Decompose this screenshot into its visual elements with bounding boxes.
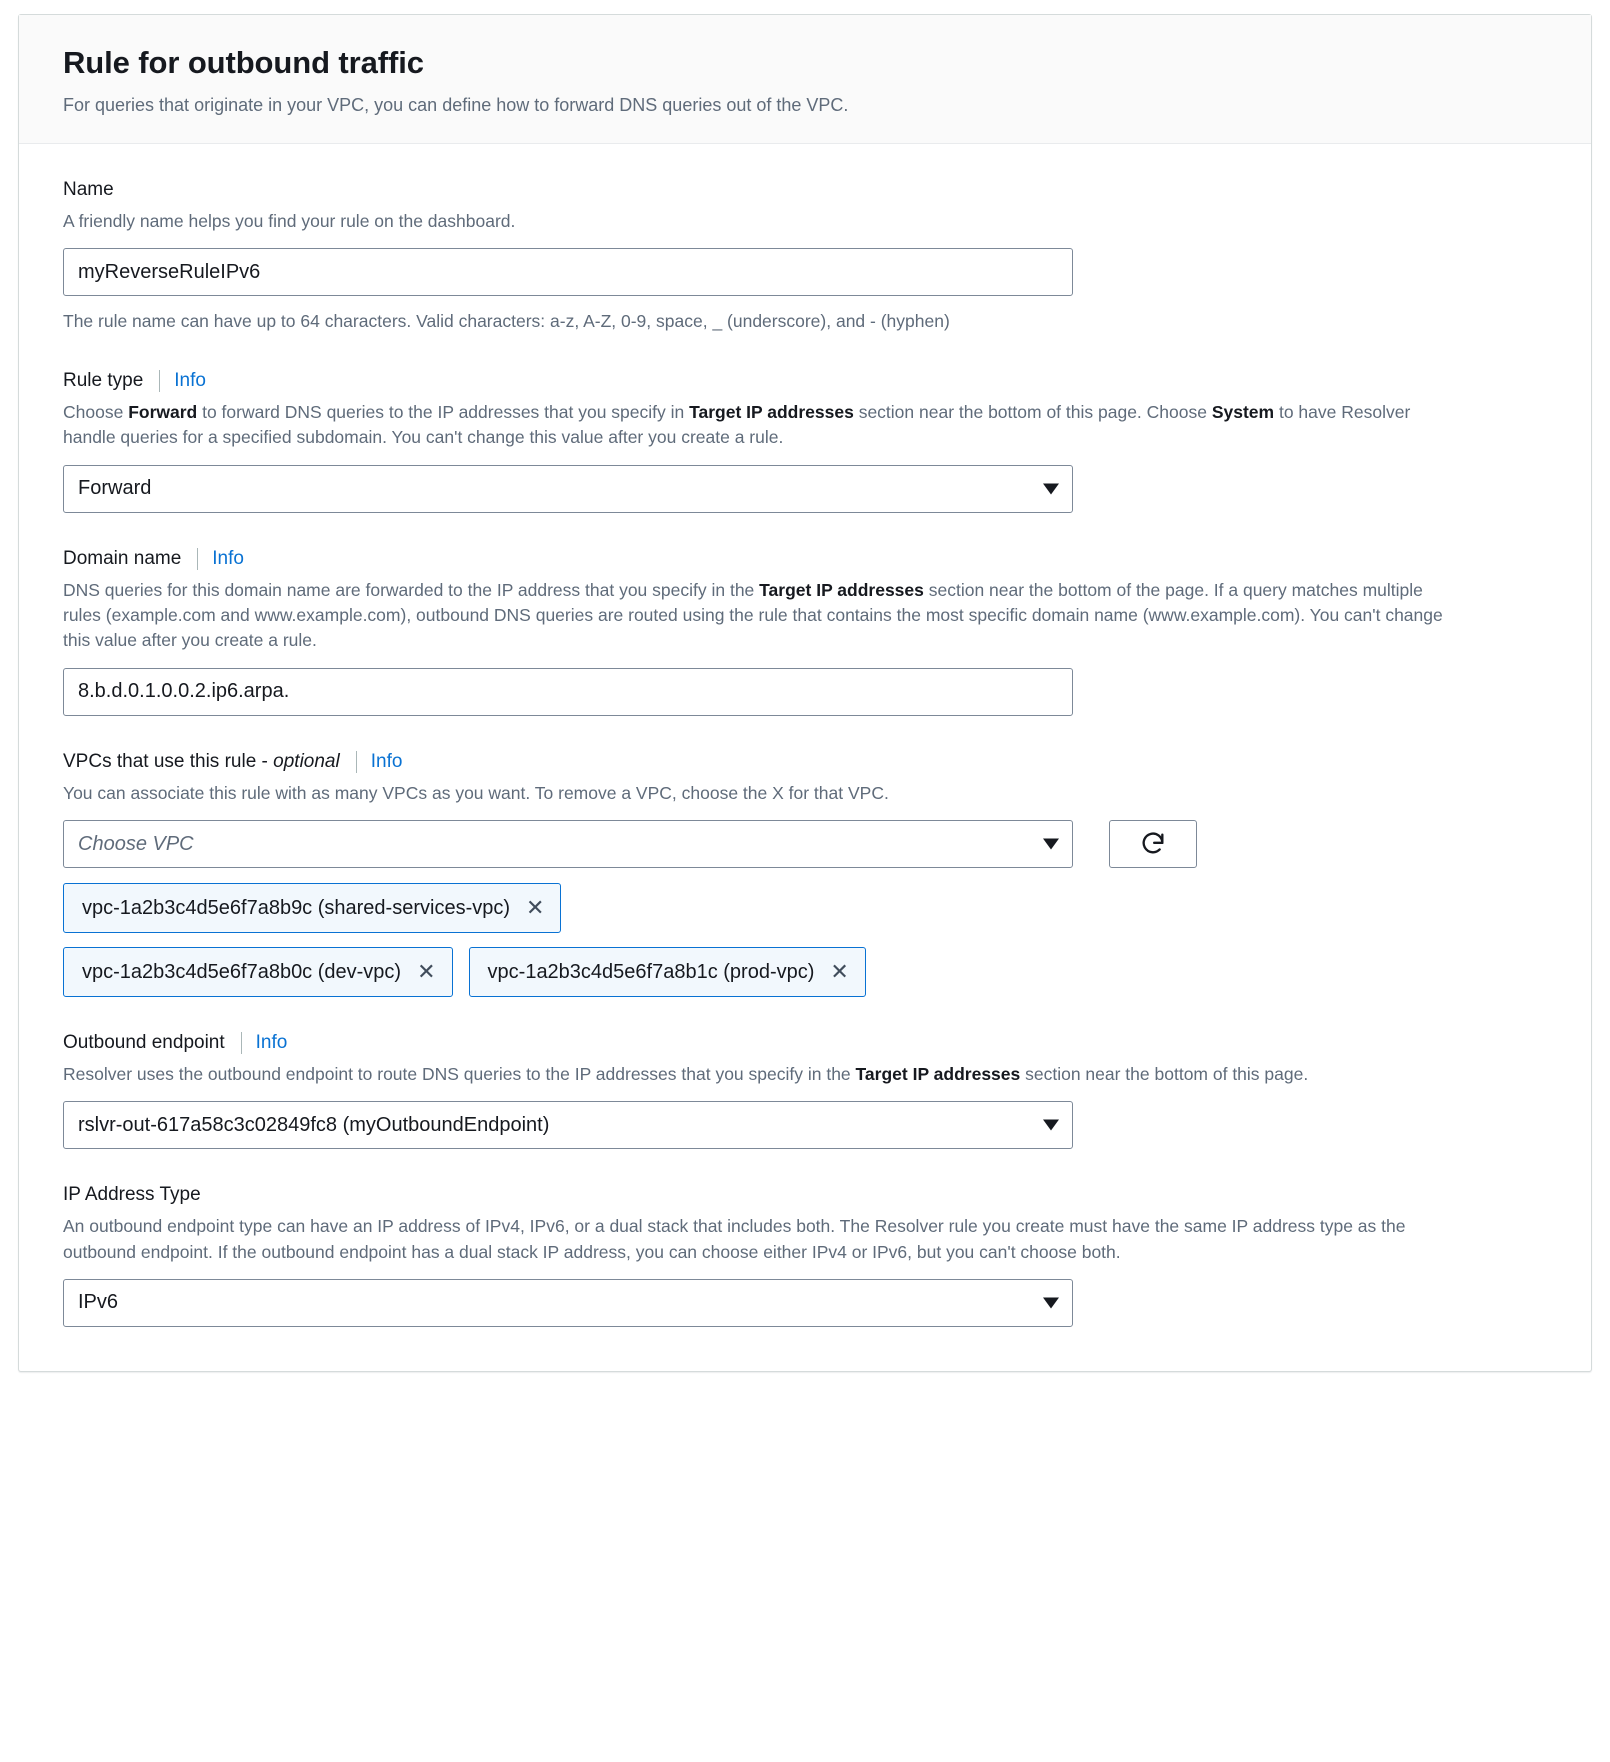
- field-vpcs: [63, 750, 1547, 997]
- label-divider: [241, 1032, 242, 1054]
- field-ip-address-type: [63, 1183, 1547, 1327]
- vpcs-label: [63, 750, 340, 774]
- rule-type-select[interactable]: Forward: [63, 465, 1073, 513]
- vpc-chip-label: vpc-1a2b3c4d5e6f7a8b9c (shared-services-vpc): [82, 896, 511, 919]
- vpcs-info-link[interactable]: Info: [370, 750, 403, 772]
- desc-seg: DNS queries for this domain name are forwarded to the IP address that you specify in the: [63, 579, 760, 600]
- desc-seg: Resolver uses the outbound endpoint to route DNS queries to the IP addresses that you specify in the: [63, 1064, 856, 1085]
- vpc-select-row: [63, 820, 1547, 868]
- ip-address-type-select-wrap: [63, 1279, 1073, 1327]
- desc-seg: section near the bottom of this page.: [1020, 1064, 1309, 1085]
- vpc-chip: [63, 947, 453, 997]
- domain-name-input[interactable]: [63, 668, 1073, 716]
- ip-address-type-label-row: [63, 1183, 1547, 1207]
- page-subtitle: For queries that originate in your VPC, you can define how to forward DNS queries out of the VPC.: [63, 95, 849, 115]
- field-domain-name: [63, 547, 1547, 716]
- desc-bold: Target IP addresses: [689, 401, 854, 422]
- refresh-vpcs-button[interactable]: [1109, 820, 1197, 868]
- desc-bold: Target IP addresses: [759, 579, 924, 600]
- field-name: [63, 178, 1547, 335]
- desc-seg: Choose: [63, 401, 129, 422]
- rule-type-label: Rule type: [63, 369, 144, 391]
- panel-body: [19, 144, 1591, 1371]
- name-label: Name: [63, 179, 114, 201]
- desc-bold: System: [1211, 401, 1275, 422]
- close-icon[interactable]: ✕: [526, 895, 545, 921]
- domain-name-label: Domain name: [63, 547, 182, 569]
- outbound-endpoint-label-row: [63, 1031, 1547, 1055]
- vpc-select-wrap: [63, 820, 1073, 868]
- vpc-chip: [63, 883, 561, 933]
- field-outbound-endpoint: [63, 1031, 1547, 1149]
- vpcs-label-text: VPCs that use this rule -: [63, 750, 274, 772]
- vpcs-label-row: [63, 750, 1547, 774]
- outbound-endpoint-label: Outbound endpoint: [63, 1032, 225, 1054]
- rule-type-info-link[interactable]: Info: [174, 369, 206, 391]
- vpc-chip-list: [63, 883, 1123, 997]
- vpc-select[interactable]: Choose VPC: [63, 820, 1073, 868]
- outbound-endpoint-info-link[interactable]: Info: [255, 1032, 288, 1054]
- ip-address-type-description: An outbound endpoint type can have an IP address of IPv4, IPv6, or a dual stack that includes both. The Resolver rule you create must have the same IP address type as the outbound endpoint. If the outbound endpoint has a dual stack IP address, you can choose either IPv4 or IPv6, but you can't choose both.: [63, 1216, 1406, 1262]
- label-divider: [197, 548, 198, 570]
- rule-type-description: [63, 400, 1463, 451]
- domain-name-info-link[interactable]: Info: [212, 547, 244, 569]
- field-rule-type: [63, 369, 1547, 513]
- desc-bold: Target IP addresses: [855, 1064, 1021, 1085]
- desc-seg: section near the bottom of this page. Choose: [853, 401, 1212, 422]
- refresh-icon: [1139, 830, 1167, 858]
- rule-type-label-row: [63, 369, 1547, 393]
- ip-address-type-label: IP Address Type: [63, 1184, 201, 1206]
- vpc-chip: [469, 947, 866, 997]
- desc-seg: to forward DNS queries to the IP addresses that you specify in: [197, 401, 690, 422]
- outbound-endpoint-select-wrap: [63, 1101, 1073, 1149]
- label-divider: [356, 751, 357, 773]
- outbound-endpoint-description: [63, 1062, 1463, 1087]
- outbound-rule-panel: [18, 14, 1592, 1372]
- name-description: A friendly name helps you find your rule on the dashboard.: [63, 211, 516, 232]
- vpcs-label-optional: optional: [273, 750, 340, 772]
- name-constraint: The rule name can have up to 64 characters. Valid characters: a-z, A-Z, 0-9, space, _ (underscore), and - (hyphen): [63, 311, 950, 332]
- desc-seg: section near the bottom of the page. If a query matches multiple rules (example.com and www.example.com), outbound DNS queries are routed using the rule that contains the most specific domain name (www.example.com). You can't change this value after you create a rule.: [63, 579, 1443, 651]
- vpc-chip-label: vpc-1a2b3c4d5e6f7a8b1c (prod-vpc): [487, 960, 815, 983]
- rule-type-select-wrap: [63, 465, 1073, 513]
- ip-address-type-select[interactable]: IPv6: [63, 1279, 1073, 1327]
- vpc-chip-row-2: [63, 947, 866, 997]
- vpc-chip-label: vpc-1a2b3c4d5e6f7a8b0c (dev-vpc): [82, 960, 402, 983]
- page-title: Rule for outbound traffic: [63, 45, 424, 80]
- vpcs-description: You can associate this rule with as many VPCs as you want. To remove a VPC, choose the X for that VPC.: [63, 782, 889, 803]
- close-icon[interactable]: ✕: [830, 959, 849, 985]
- domain-name-label-row: [63, 547, 1547, 571]
- desc-bold: Forward: [128, 401, 198, 422]
- domain-name-description: [63, 578, 1463, 654]
- label-divider: [159, 370, 160, 392]
- name-label-row: [63, 178, 1547, 202]
- vpc-chip-row-1: [63, 883, 561, 933]
- name-input[interactable]: [63, 248, 1073, 296]
- outbound-endpoint-select[interactable]: rslvr-out-617a58c3c02849fc8 (myOutboundEndpoint): [63, 1101, 1073, 1149]
- panel-header: [19, 15, 1591, 144]
- close-icon[interactable]: ✕: [417, 959, 436, 985]
- desc-seg: to have Resolver handle queries for a specified subdomain. You can't change this value after you create a rule.: [63, 401, 1411, 448]
